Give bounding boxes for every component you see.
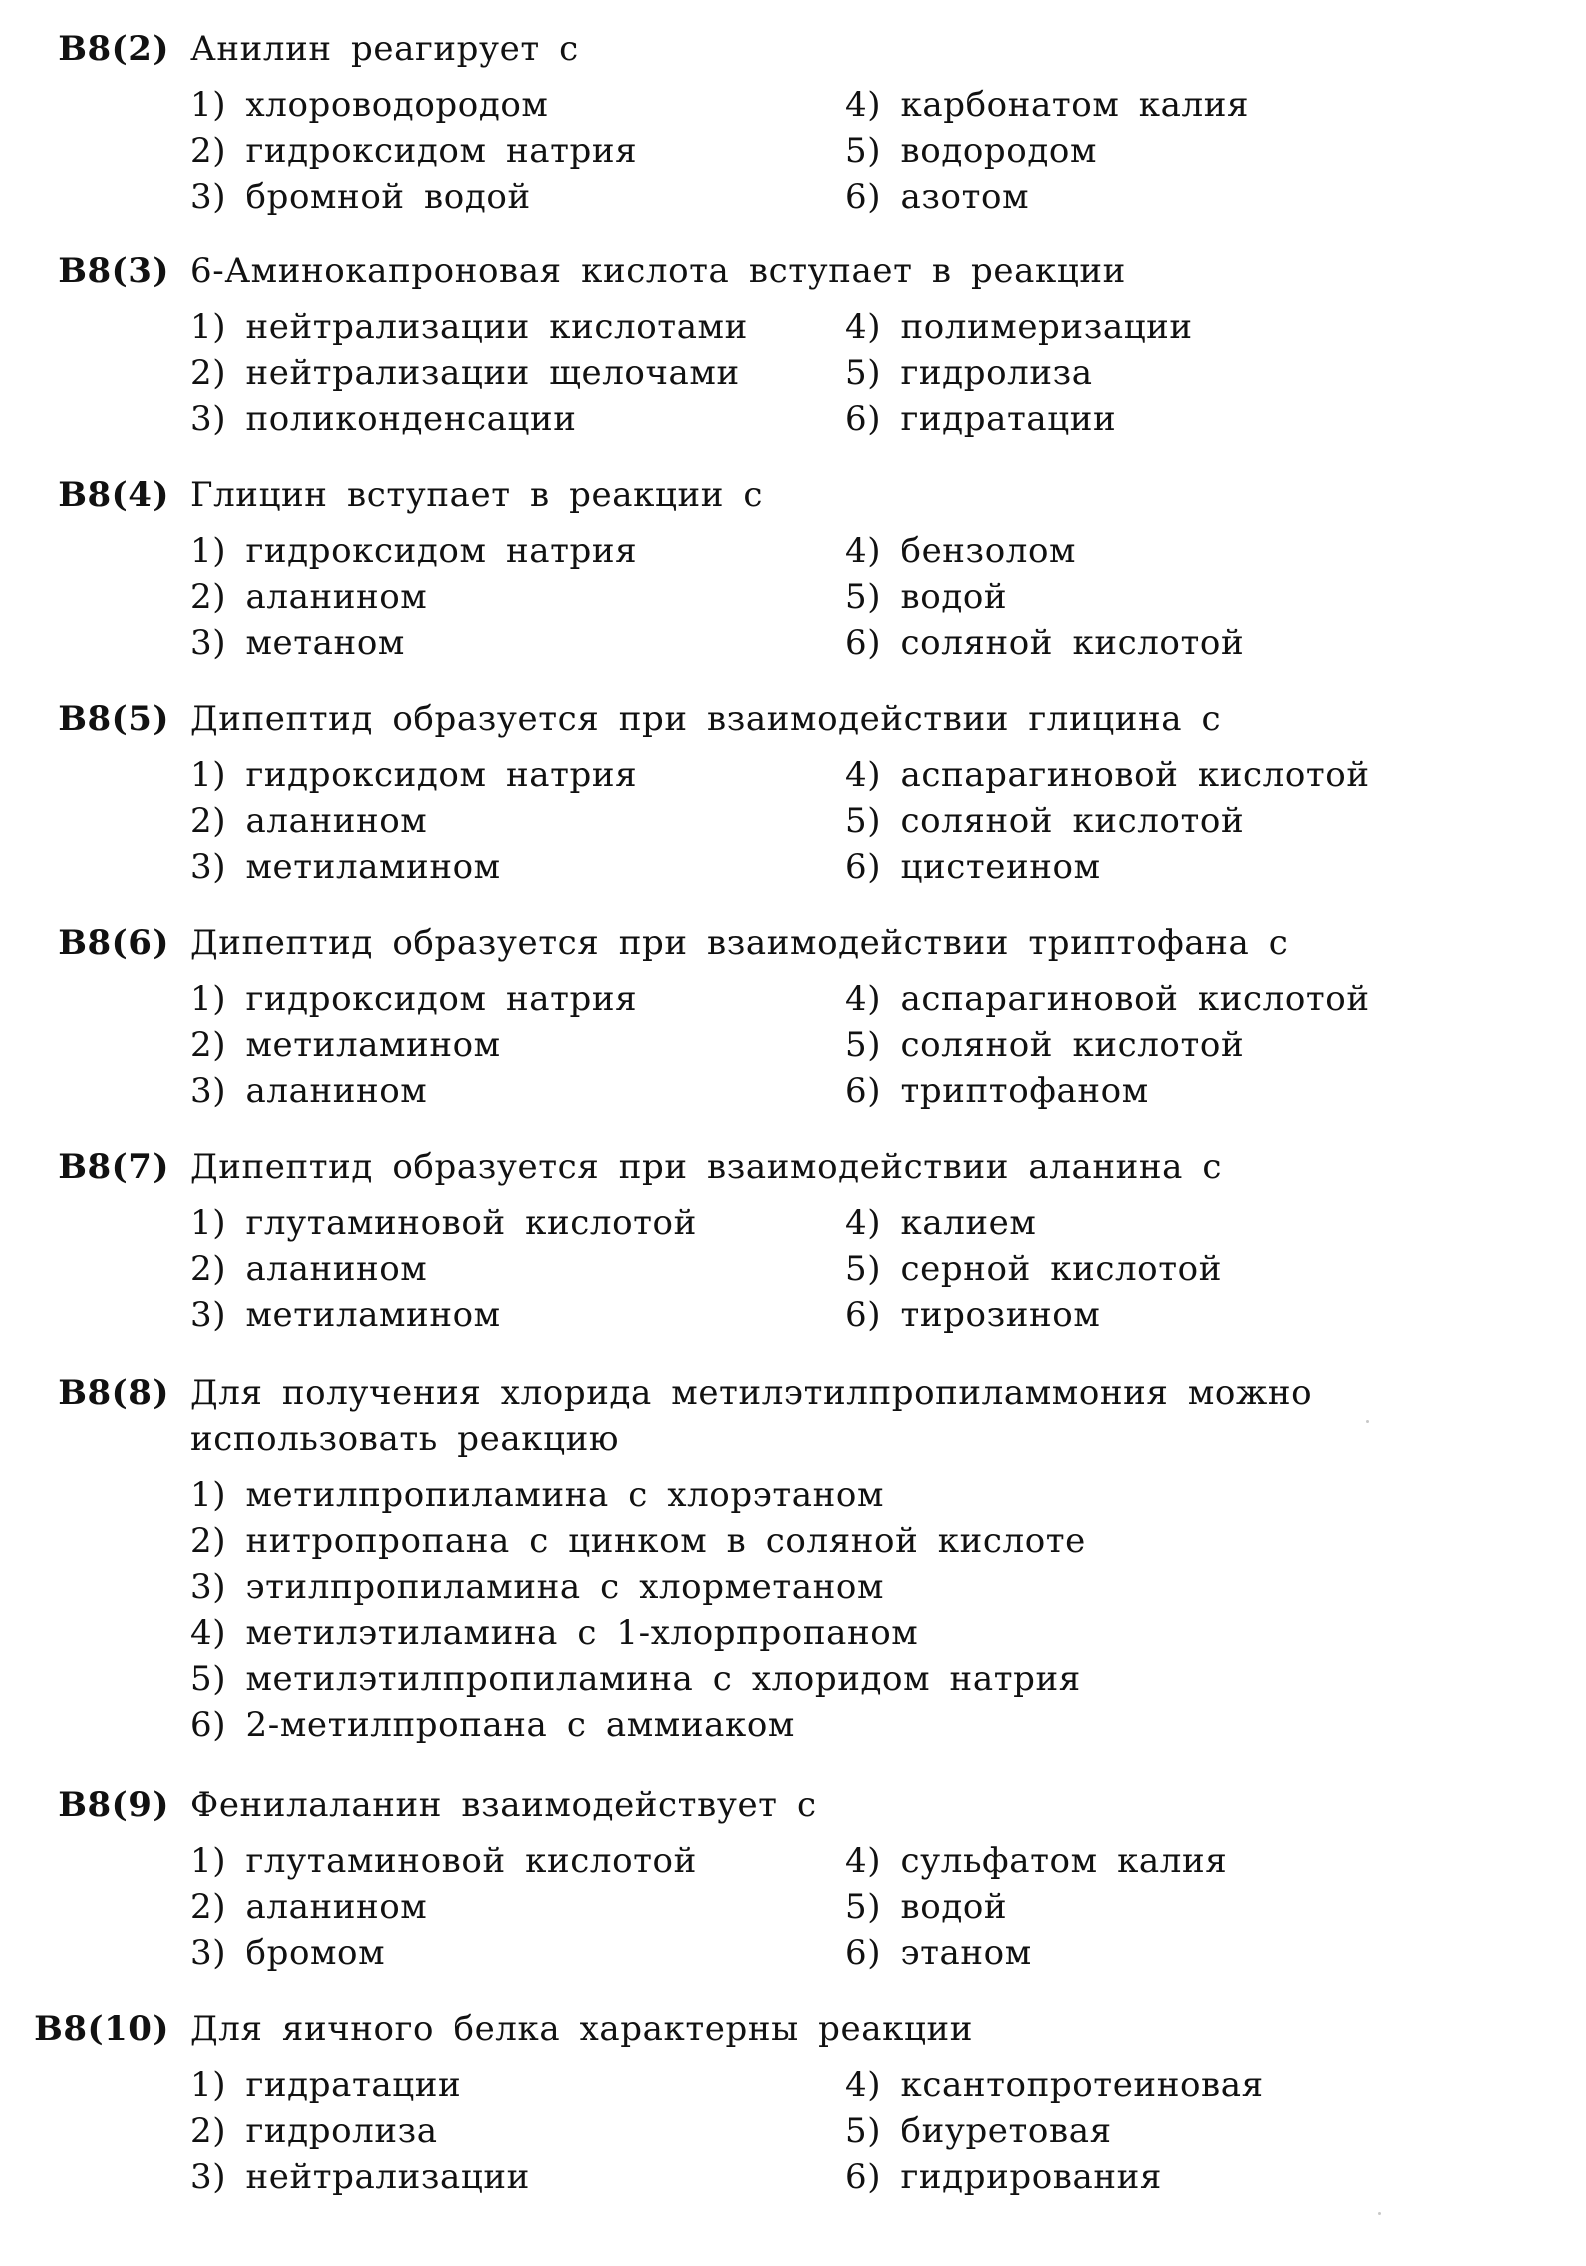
- answer-option: 3) метиламином: [190, 1295, 501, 1335]
- question-text: Для яичного белка характерны реакции: [190, 2009, 973, 2049]
- answer-option: 1) нейтрализации кислотами: [190, 307, 748, 347]
- answer-option: 5) водой: [845, 577, 1008, 617]
- answer-option: 6) гидратации: [845, 399, 1117, 439]
- answer-option: 3) нейтрализации: [190, 2157, 530, 2197]
- answer-option: 6) соляной кислотой: [845, 623, 1245, 663]
- answer-option: 4) сульфатом калия: [845, 1841, 1228, 1881]
- question-text: Дипептид образуется при взаимодействии аланина с: [190, 1147, 1223, 1187]
- answer-option: 2) метиламином: [190, 1025, 501, 1065]
- answer-option: 6) тирозином: [845, 1295, 1101, 1335]
- question-header: [0, 2006, 1586, 2052]
- answer-option: 6) триптофаном: [845, 1071, 1149, 1111]
- question-b8-3: [0, 248, 1586, 439]
- answer-option: 6) гидрирования: [845, 2157, 1162, 2197]
- answer-option: 2) аланином: [190, 1249, 428, 1289]
- question-b8-2: [0, 26, 1586, 217]
- answer-option: 6) цистеином: [845, 847, 1101, 887]
- question-text: Дипептид образуется при взаимодействии глицина с: [190, 699, 1222, 739]
- answer-option: 5) метилэтилпропиламина с хлоридом натрия: [190, 1659, 1081, 1699]
- answer-option: 1) хлороводородом: [190, 85, 549, 125]
- question-header: [0, 1782, 1586, 1828]
- answer-option: 5) гидролиза: [845, 353, 1093, 393]
- answer-option: 5) водородом: [845, 131, 1098, 171]
- answer-option: 4) аспарагиновой кислотой: [845, 755, 1370, 795]
- question-b8-6: [0, 920, 1586, 1111]
- question-header: [0, 26, 1586, 72]
- question-header: [0, 1144, 1586, 1190]
- answer-option: 5) соляной кислотой: [845, 1025, 1245, 1065]
- answer-option: 6) азотом: [845, 177, 1030, 217]
- answer-option: 6) 2-метилпропана с аммиаком: [190, 1705, 795, 1745]
- answer-option: 6) этаном: [845, 1933, 1032, 1973]
- question-header: [0, 696, 1586, 742]
- answer-option: 5) водой: [845, 1887, 1008, 1927]
- answer-option: 2) аланином: [190, 577, 428, 617]
- answer-option: 4) бензолом: [845, 531, 1077, 571]
- answer-option: 1) гидратации: [190, 2065, 462, 2105]
- answer-option: 2) гидролиза: [190, 2111, 438, 2151]
- question-b8-8: [0, 1370, 1586, 1745]
- question-b8-7: [0, 1144, 1586, 1335]
- answer-option: 2) нейтрализации щелочами: [190, 353, 740, 393]
- question-b8-5: [0, 696, 1586, 887]
- answer-option: 4) полимеризации: [845, 307, 1193, 347]
- question-number: B8(6): [58, 923, 169, 963]
- answer-option: 3) бромной водой: [190, 177, 531, 217]
- question-text: Глицин вступает в реакции с: [190, 475, 764, 515]
- question-text: Фенилаланин взаимодействует с: [190, 1785, 817, 1825]
- answer-option: 3) аланином: [190, 1071, 428, 1111]
- question-header: [0, 1370, 1586, 1462]
- answer-option: 2) аланином: [190, 1887, 428, 1927]
- answer-option: 1) гидроксидом натрия: [190, 755, 638, 795]
- question-number: B8(3): [58, 251, 169, 291]
- answer-option: 4) метилэтиламина с 1-хлорпропаном: [190, 1613, 919, 1653]
- question-number: B8(5): [58, 699, 169, 739]
- question-number: B8(2): [58, 29, 169, 69]
- answer-option: 1) глутаминовой кислотой: [190, 1203, 697, 1243]
- answer-option: 5) биуретовая: [845, 2111, 1112, 2151]
- answer-option: 2) гидроксидом натрия: [190, 131, 638, 171]
- answer-option: 3) метаном: [190, 623, 405, 663]
- question-b8-9: [0, 1782, 1586, 1973]
- question-text: 6-Аминокапроновая кислота вступает в реакции: [190, 251, 1126, 291]
- question-header: [0, 472, 1586, 518]
- answer-option: 1) глутаминовой кислотой: [190, 1841, 697, 1881]
- question-b8-4: [0, 472, 1586, 663]
- answer-option: 4) аспарагиновой кислотой: [845, 979, 1370, 1019]
- scan-speck: [1378, 2212, 1381, 2215]
- answer-option: 3) этилпропиламина с хлорметаном: [190, 1567, 885, 1607]
- answer-option: 1) гидроксидом натрия: [190, 979, 638, 1019]
- question-number: B8(8): [58, 1373, 169, 1413]
- question-number: B8(9): [58, 1785, 169, 1825]
- answer-option: 2) аланином: [190, 801, 428, 841]
- answer-option: 3) бромом: [190, 1933, 386, 1973]
- question-text: Для получения хлорида метилэтилпропиламмония можно использовать реакцию: [190, 1373, 1313, 1459]
- scan-speck: [1366, 1420, 1369, 1423]
- answer-option: 3) поликонденсации: [190, 399, 577, 439]
- answer-option: 1) гидроксидом натрия: [190, 531, 638, 571]
- question-header: [0, 920, 1586, 966]
- question-number: B8(4): [58, 475, 169, 515]
- answer-option: 5) серной кислотой: [845, 1249, 1222, 1289]
- answer-option: 4) карбонатом калия: [845, 85, 1250, 125]
- answer-option: 4) ксантопротеиновая: [845, 2065, 1264, 2105]
- question-text: Анилин реагирует с: [190, 29, 579, 69]
- question-b8-10: [0, 2006, 1586, 2197]
- answer-option: 2) нитропропана с цинком в соляной кислоте: [190, 1521, 1086, 1561]
- question-header: [0, 248, 1586, 294]
- question-text: Дипептид образуется при взаимодействии триптофана с: [190, 923, 1289, 963]
- answer-option: 4) калием: [845, 1203, 1037, 1243]
- question-number: B8(10): [34, 2009, 169, 2049]
- question-number: B8(7): [58, 1147, 169, 1187]
- answer-option: 1) метилпропиламина с хлорэтаном: [190, 1475, 885, 1515]
- answer-option: 3) метиламином: [190, 847, 501, 887]
- answer-option: 5) соляной кислотой: [845, 801, 1245, 841]
